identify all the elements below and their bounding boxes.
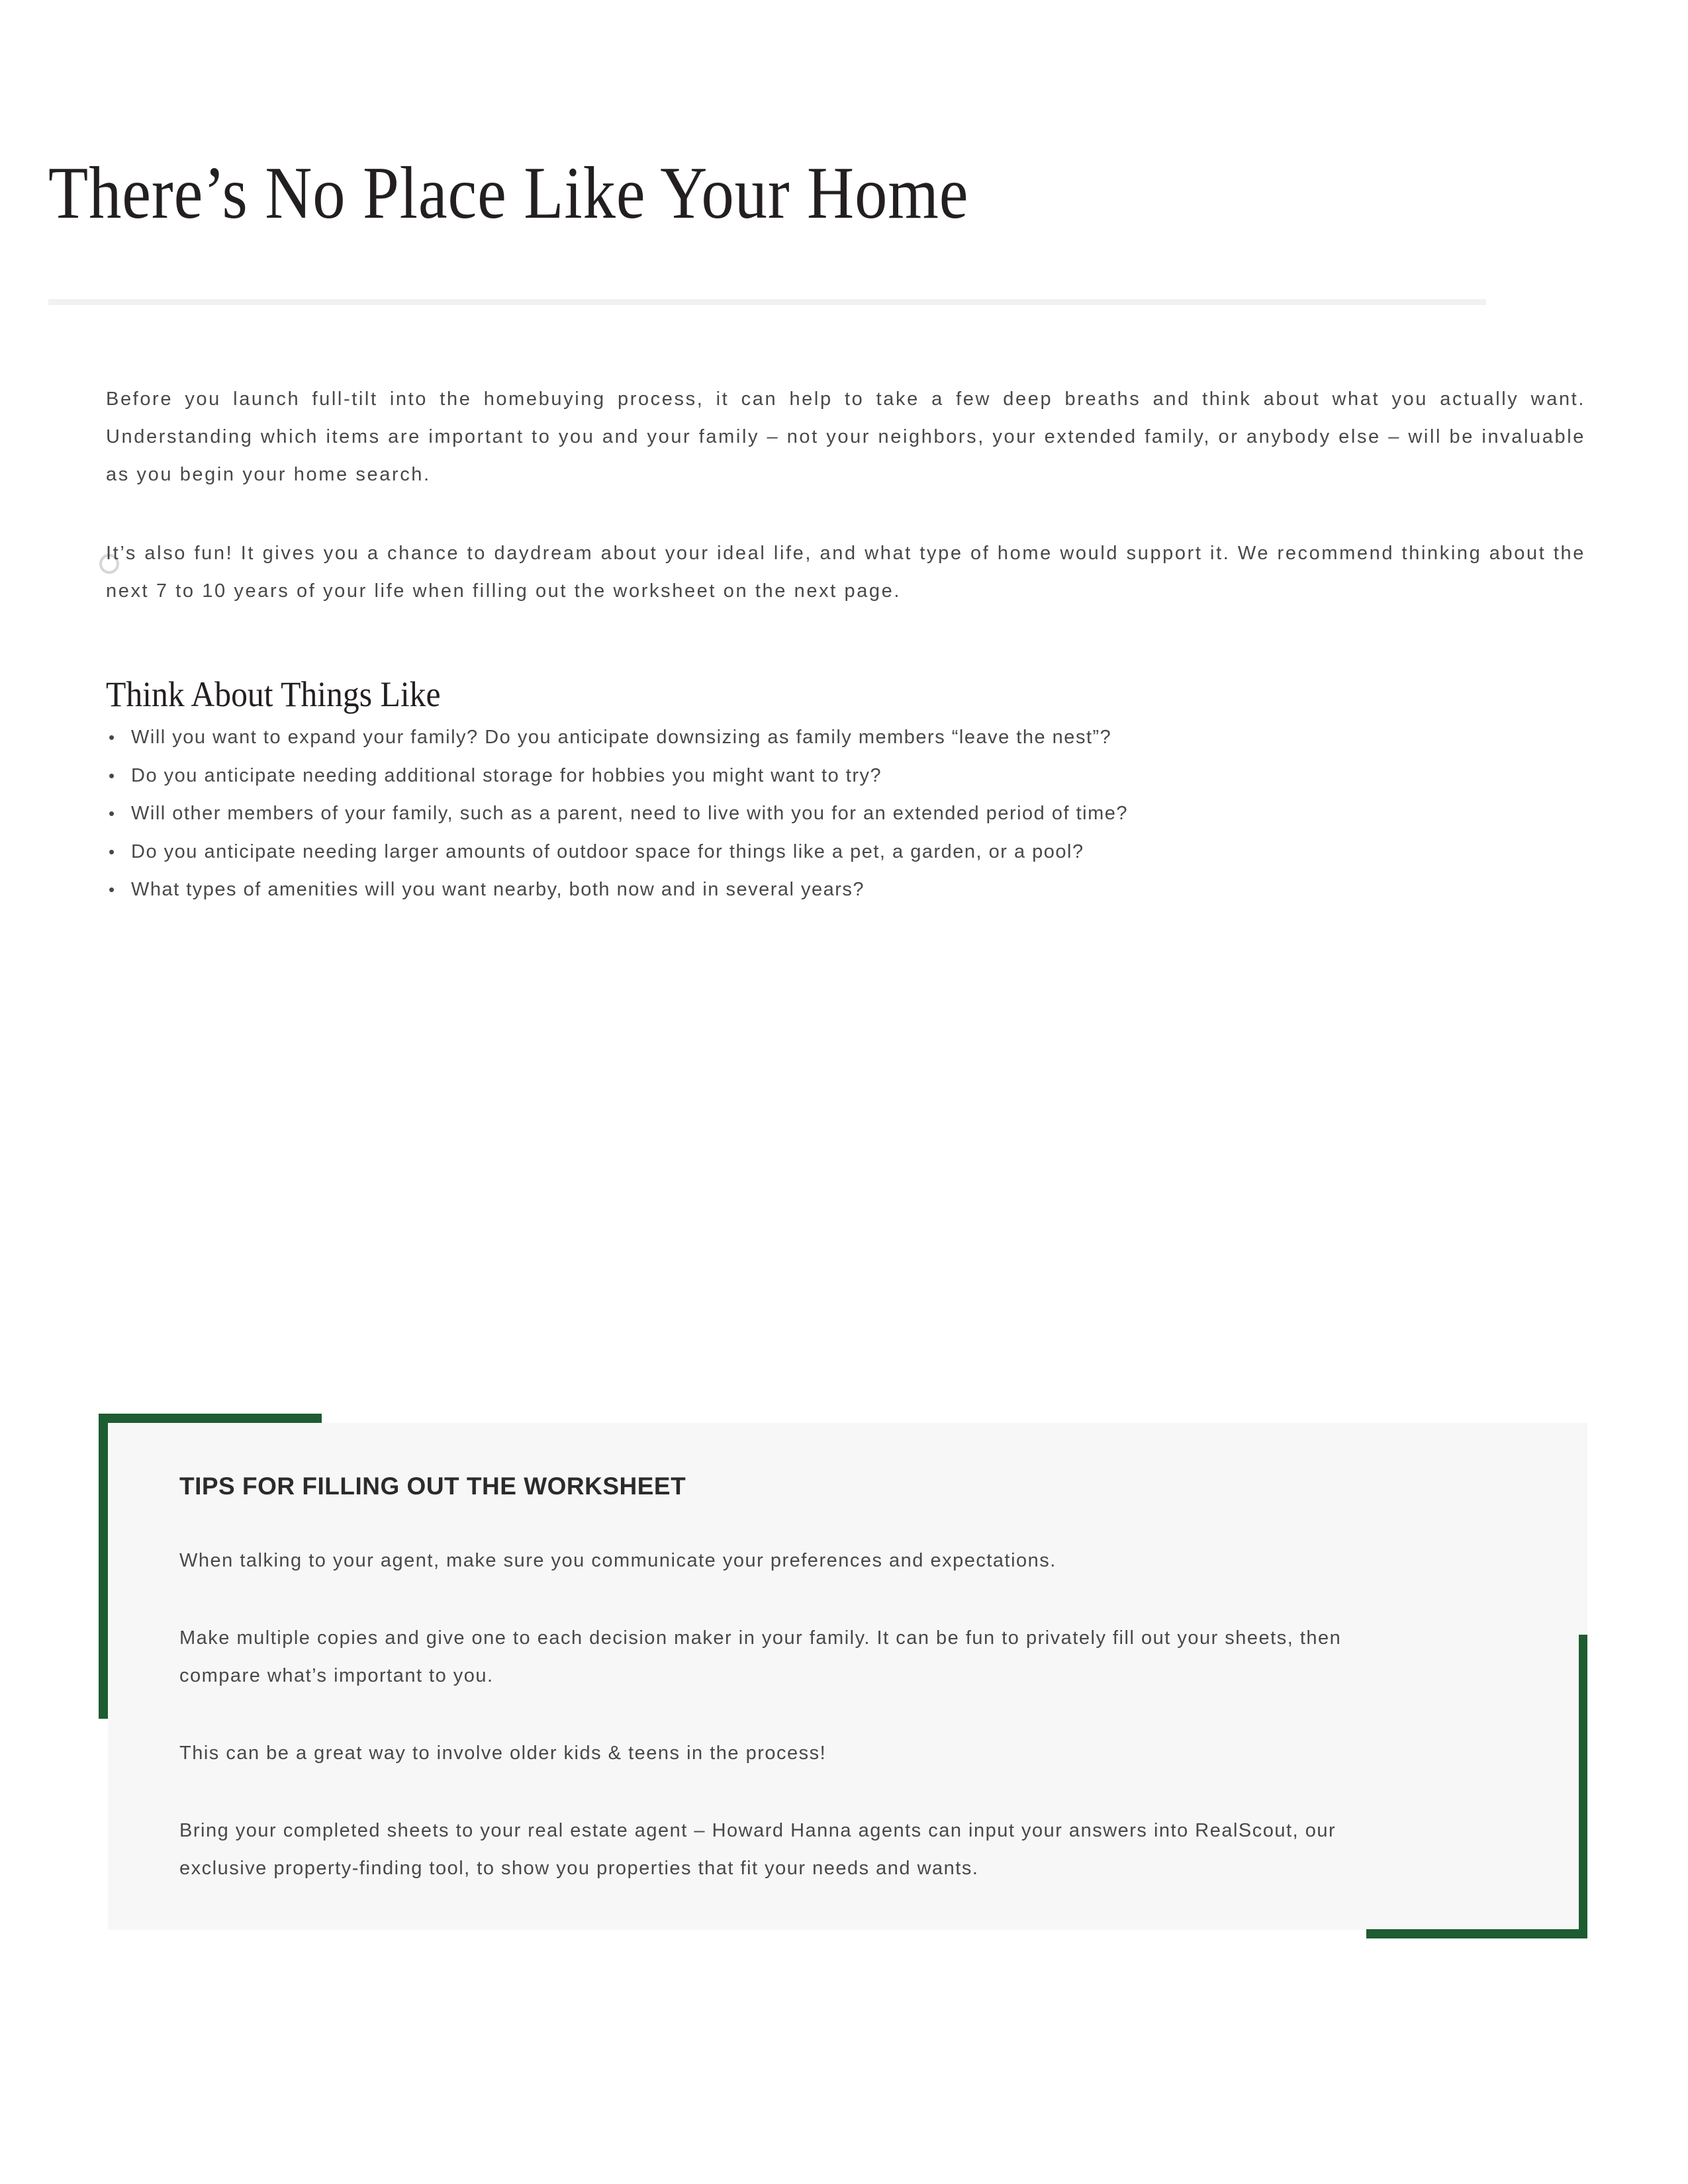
list-item [106, 719, 1589, 757]
tips-paragraph-1: When talking to your agent, make sure you communicate your preferences and expectations. [179, 1550, 1056, 1571]
bullet-icon: • [109, 841, 116, 862]
list-item-text: Do you anticipate needing additional storage for hobbies you might want to try? [131, 764, 882, 786]
bullet-icon: • [109, 803, 116, 823]
tips-accent-bar-top-left [99, 1414, 322, 1423]
title-divider [48, 299, 1486, 305]
think-section-heading: Think About Things Like [106, 674, 441, 714]
list-item [106, 795, 1589, 833]
list-item [106, 833, 1589, 872]
tips-accent-bar-left [99, 1414, 108, 1719]
list-item-text: Will you want to expand your family? Do you anticipate downsizing as family members “leave the nest”? [131, 727, 1112, 748]
bullet-icon: • [109, 880, 116, 899]
list-item [106, 757, 1589, 796]
list-item [106, 871, 1589, 909]
tips-accent-bar-bottom-right [1366, 1929, 1587, 1938]
tips-accent-bar-right [1579, 1635, 1587, 1938]
think-bullet-list [106, 719, 1589, 909]
list-item-text: Do you anticipate needing larger amounts of outdoor space for things like a pet, a garden, or a pool? [131, 841, 1084, 862]
list-item-text: What types of amenities will you want nearby, both now and in several years? [131, 879, 865, 900]
bullet-icon: • [109, 727, 116, 747]
tips-box [108, 1423, 1587, 1930]
tips-paragraph-4: Bring your completed sheets to your real estate agent – Howard Hanna agents can input your answers into RealScout, our exclusive property-finding tool, to show you properties that fit your needs and wants. [179, 1820, 1336, 1879]
tips-heading: TIPS FOR FILLING OUT THE WORKSHEET [179, 1473, 686, 1500]
list-item-text: Will other members of your family, such as a parent, need to live with you for an extended period of time? [131, 803, 1129, 824]
intro-paragraph-2: It’s also fun! It gives you a chance to daydream about your ideal life, and what type of home would support it. We recommend thinking about the next 7 to 10 years of your life when filling out the worksheet on the next page. [106, 543, 1585, 602]
page-title: There’s No Place Like Your Home [48, 152, 969, 234]
intro-paragraph-1: Before you launch full-tilt into the homebuying process, it can help to take a few deep breaths and think about what you actually want. Understanding which items are important to you and your family – not your neighbors, your extended family, or anybody else – will be invaluable as you begin your home search. [106, 388, 1585, 485]
tips-paragraph-3: This can be a great way to involve older kids & teens in the process! [179, 1743, 827, 1764]
tips-paragraph-2: Make multiple copies and give one to each decision maker in your family. It can be fun to privately fill out your sheets, then compare what’s important to you. [179, 1627, 1342, 1686]
bullet-icon: • [109, 765, 116, 786]
